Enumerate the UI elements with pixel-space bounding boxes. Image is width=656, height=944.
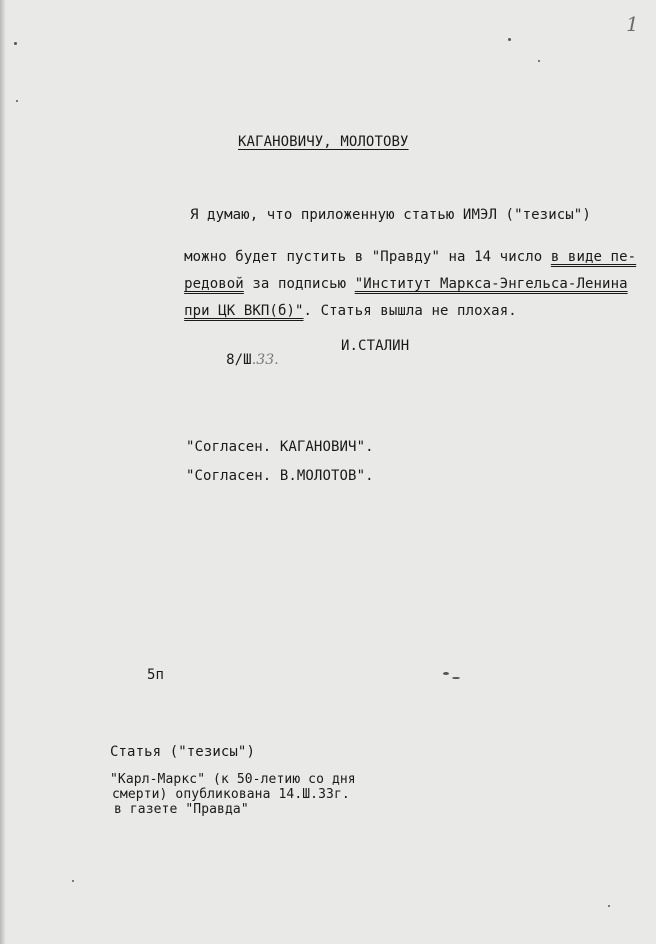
footer-line-4: в газете "Правда"	[114, 802, 249, 817]
body-line-3-underlined-a: редовой	[184, 276, 244, 292]
footer-line-3: смерти) опубликована 14.Ш.33г.	[112, 787, 350, 802]
body-line-4-underlined: при ЦК ВКП(б)"	[184, 303, 304, 319]
body-line-1: Я думаю, что приложенную статью ИМЭЛ ("тезисы")	[190, 207, 591, 223]
scan-speck	[443, 672, 449, 675]
body-line-4	[150, 290, 517, 332]
signature-name: И.СТАЛИН	[341, 338, 410, 354]
approval-molotov: "Согласен. В.МОЛОТОВ".	[186, 468, 374, 484]
footer-line-1: Статья ("тезисы")	[110, 744, 255, 760]
document-heading: КАГАНОВИЧУ, МОЛОТОВУ	[238, 134, 409, 150]
signature-date-handwritten: .33.	[251, 352, 279, 368]
scan-speck	[14, 42, 17, 45]
body-line-3-text: за подписью	[243, 276, 355, 292]
body-line-3-underlined-b: "Институт Маркса-Энгельса-Ленина	[354, 276, 628, 292]
scan-speck	[452, 677, 460, 679]
scan-edge-shadow	[0, 0, 6, 944]
body-line-2-text: можно будет пустить в "Правду" на 14 число	[184, 249, 551, 265]
scan-speck	[72, 880, 74, 882]
signature-date-typed: 8/Ш	[226, 352, 252, 368]
body-line-4-text: . Статья вышла не плохая.	[303, 303, 517, 319]
scan-speck	[508, 38, 511, 41]
scan-speck	[538, 60, 540, 62]
document-mark: 5п	[147, 667, 165, 683]
footer-line-2: "Карл-Маркс" (к 50-летию со дня	[110, 772, 356, 787]
handwritten-page-number: 1	[626, 12, 639, 36]
body-line-2-underlined: в виде пе-	[550, 249, 637, 265]
scan-speck	[608, 905, 610, 907]
signature-date	[192, 339, 279, 381]
approval-kaganovich: "Согласен. КАГАНОВИЧ".	[186, 439, 374, 455]
scan-speck	[16, 100, 18, 102]
